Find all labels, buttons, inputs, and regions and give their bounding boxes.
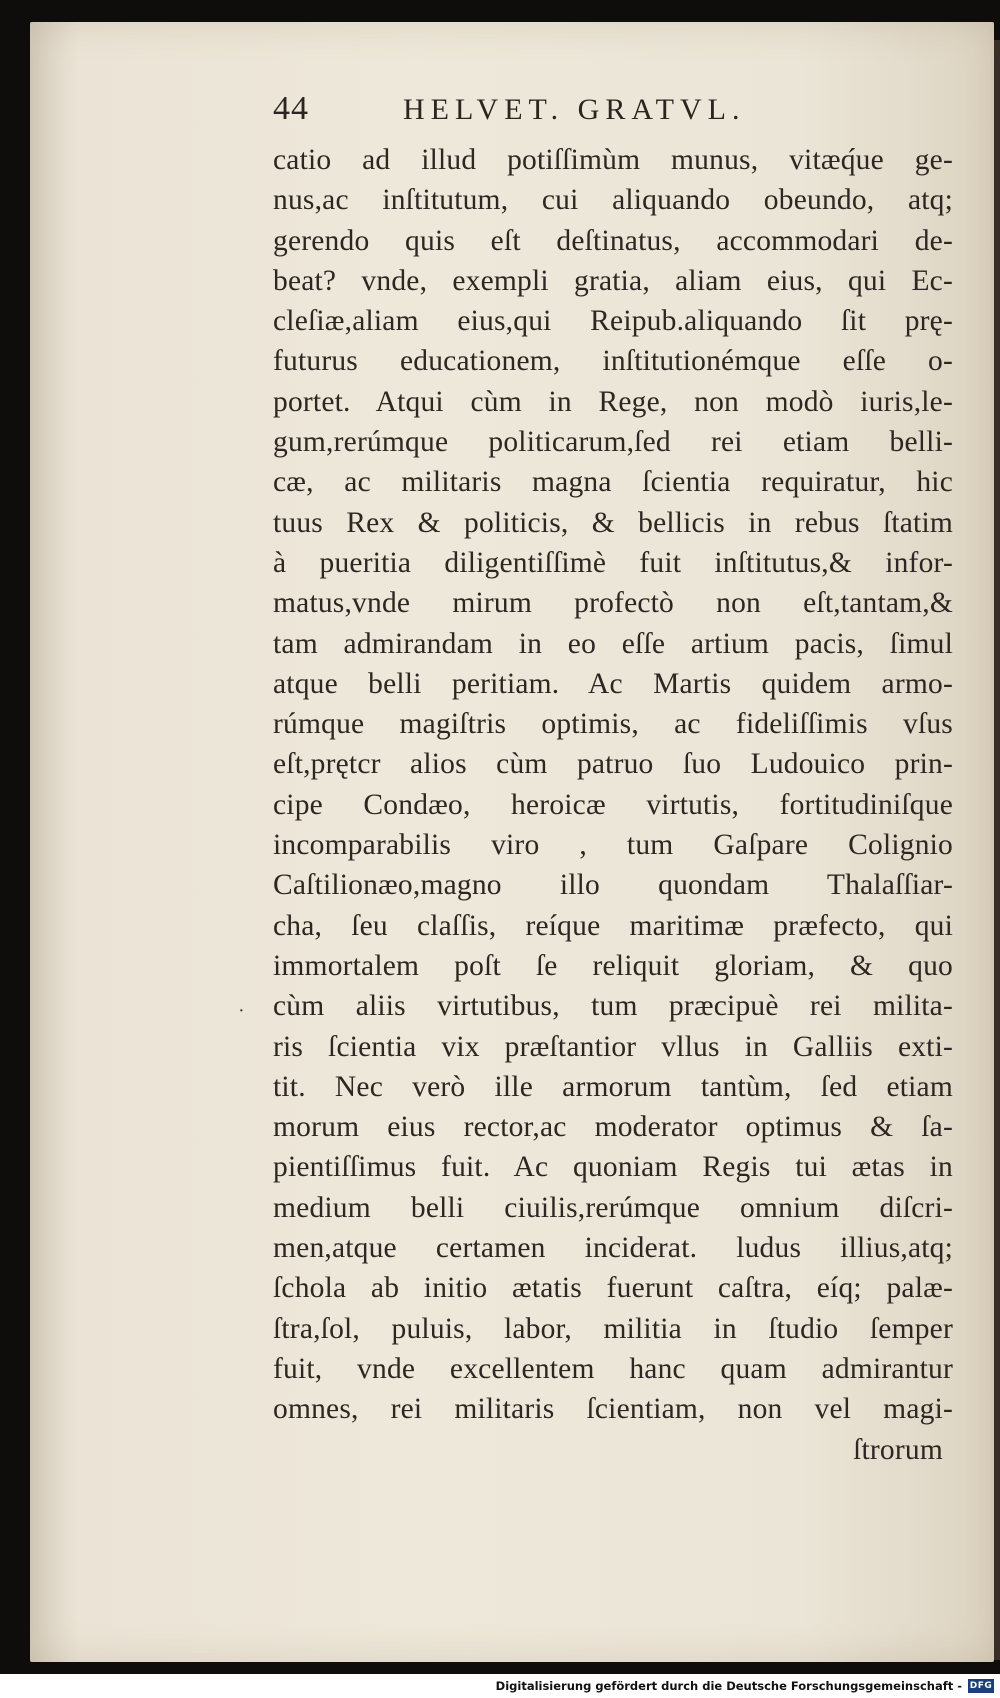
text-line: morum eius rector,ac moderator optimus & ſa- (273, 1111, 953, 1144)
text-line: cipe Condæo, heroicæ virtutis, fortitudiniſque (273, 788, 953, 821)
text-line: tuus Rex & politicis, & bellicis in rebus ſtatim (273, 506, 953, 539)
text-line: eſt,prętcr alios cùm patruo ſuo Ludouico prin- (273, 748, 953, 781)
catchword: ſtrorum (853, 1433, 943, 1466)
text-line: à pueritia diligentiſſimè fuit inſtitutus,& infor- (273, 546, 953, 579)
text-line: nus,ac inſtitutum, cui aliquando obeundo, atq; (273, 184, 953, 217)
running-title: HELVET. GRATVL. (403, 93, 746, 126)
text-line: futurus educationem, inſtitutionémque eſſe o- (273, 345, 953, 378)
text-line: ſtra,ſol, puluis, labor, militia in ſtudio ſemper (273, 1312, 953, 1345)
text-line: rúmque magiſtris optimis, ac fideliſſimis vſus (273, 708, 953, 741)
running-head (273, 90, 833, 140)
body-text (273, 140, 953, 1470)
text-line: gum,rerúmque politicarum,ſed rei etiam belli- (273, 426, 953, 459)
text-line: gerendo quis eſt deſtinatus, accommodari de- (273, 224, 953, 257)
text-line: catio ad illud potiſſimùm munus, vitæq́ue ge- (273, 144, 953, 176)
margin-mark: · (238, 1000, 245, 1022)
dfg-logo: DFG (969, 1681, 993, 1691)
page-number: 44 (273, 90, 309, 127)
text-line: Caſtilionæo,magno illo quondam Thalaſſiar- (273, 869, 953, 902)
text-line: cæ, ac militaris magna ſcientia requiratur, hic (273, 466, 953, 499)
text-line: cha, ſeu claſſis, reíque maritimæ præfecto, qui (273, 909, 953, 942)
text-line: portet. Atqui cùm in Rege, non modò iuris,le- (273, 385, 953, 418)
text-line: matus,vnde mirum profectò non eſt,tantam,& (273, 587, 953, 620)
text-line: cùm aliis virtutibus, tum præcipuè rei milita- (273, 990, 953, 1023)
text-line: incomparabilis viro , tum Gaſpare Colignio (273, 829, 953, 862)
funding-credit: Digitalisierung gefördert durch die Deutsche Forschungsgemeinschaft - (495, 1679, 962, 1693)
text-line: tit. Nec verò ille armorum tantùm, ſed etiam (273, 1070, 953, 1103)
text-line: tam admirandam in eo eſſe artium pacis, ſimul (273, 627, 953, 660)
text-line: beat? vnde, exempli gratia, aliam eius, qui Ec- (273, 264, 953, 297)
book-edge (994, 40, 1000, 1660)
text-line: ris ſcientia vix præſtantior vllus in Galliis exti- (273, 1030, 953, 1063)
text-line: medium belli ciuilis,rerúmque omnium diſcri- (273, 1191, 953, 1224)
text-line: pientiſſimus fuit. Ac quoniam Regis tui ætas in (273, 1151, 953, 1184)
text-line: omnes, rei militaris ſcientiam, non vel magi- (273, 1393, 953, 1426)
text-line: fuit, vnde excellentem hanc quam admirantur (273, 1352, 953, 1385)
text-line: atque belli peritiam. Ac Martis quidem armo- (273, 667, 953, 700)
text-line: ſchola ab initio ætatis fuerunt caſtra, eíq; palæ- (273, 1272, 953, 1305)
text-line: men,atque certamen inciderat. ludus illius,atq; (273, 1232, 953, 1265)
text-line: immortalem poſt ſe reliquit gloriam, & quo (273, 949, 953, 982)
digitization-footer (0, 1674, 1000, 1698)
text-line: cleſiæ,aliam eius,qui Reipub.aliquando ſit prę- (273, 305, 953, 338)
